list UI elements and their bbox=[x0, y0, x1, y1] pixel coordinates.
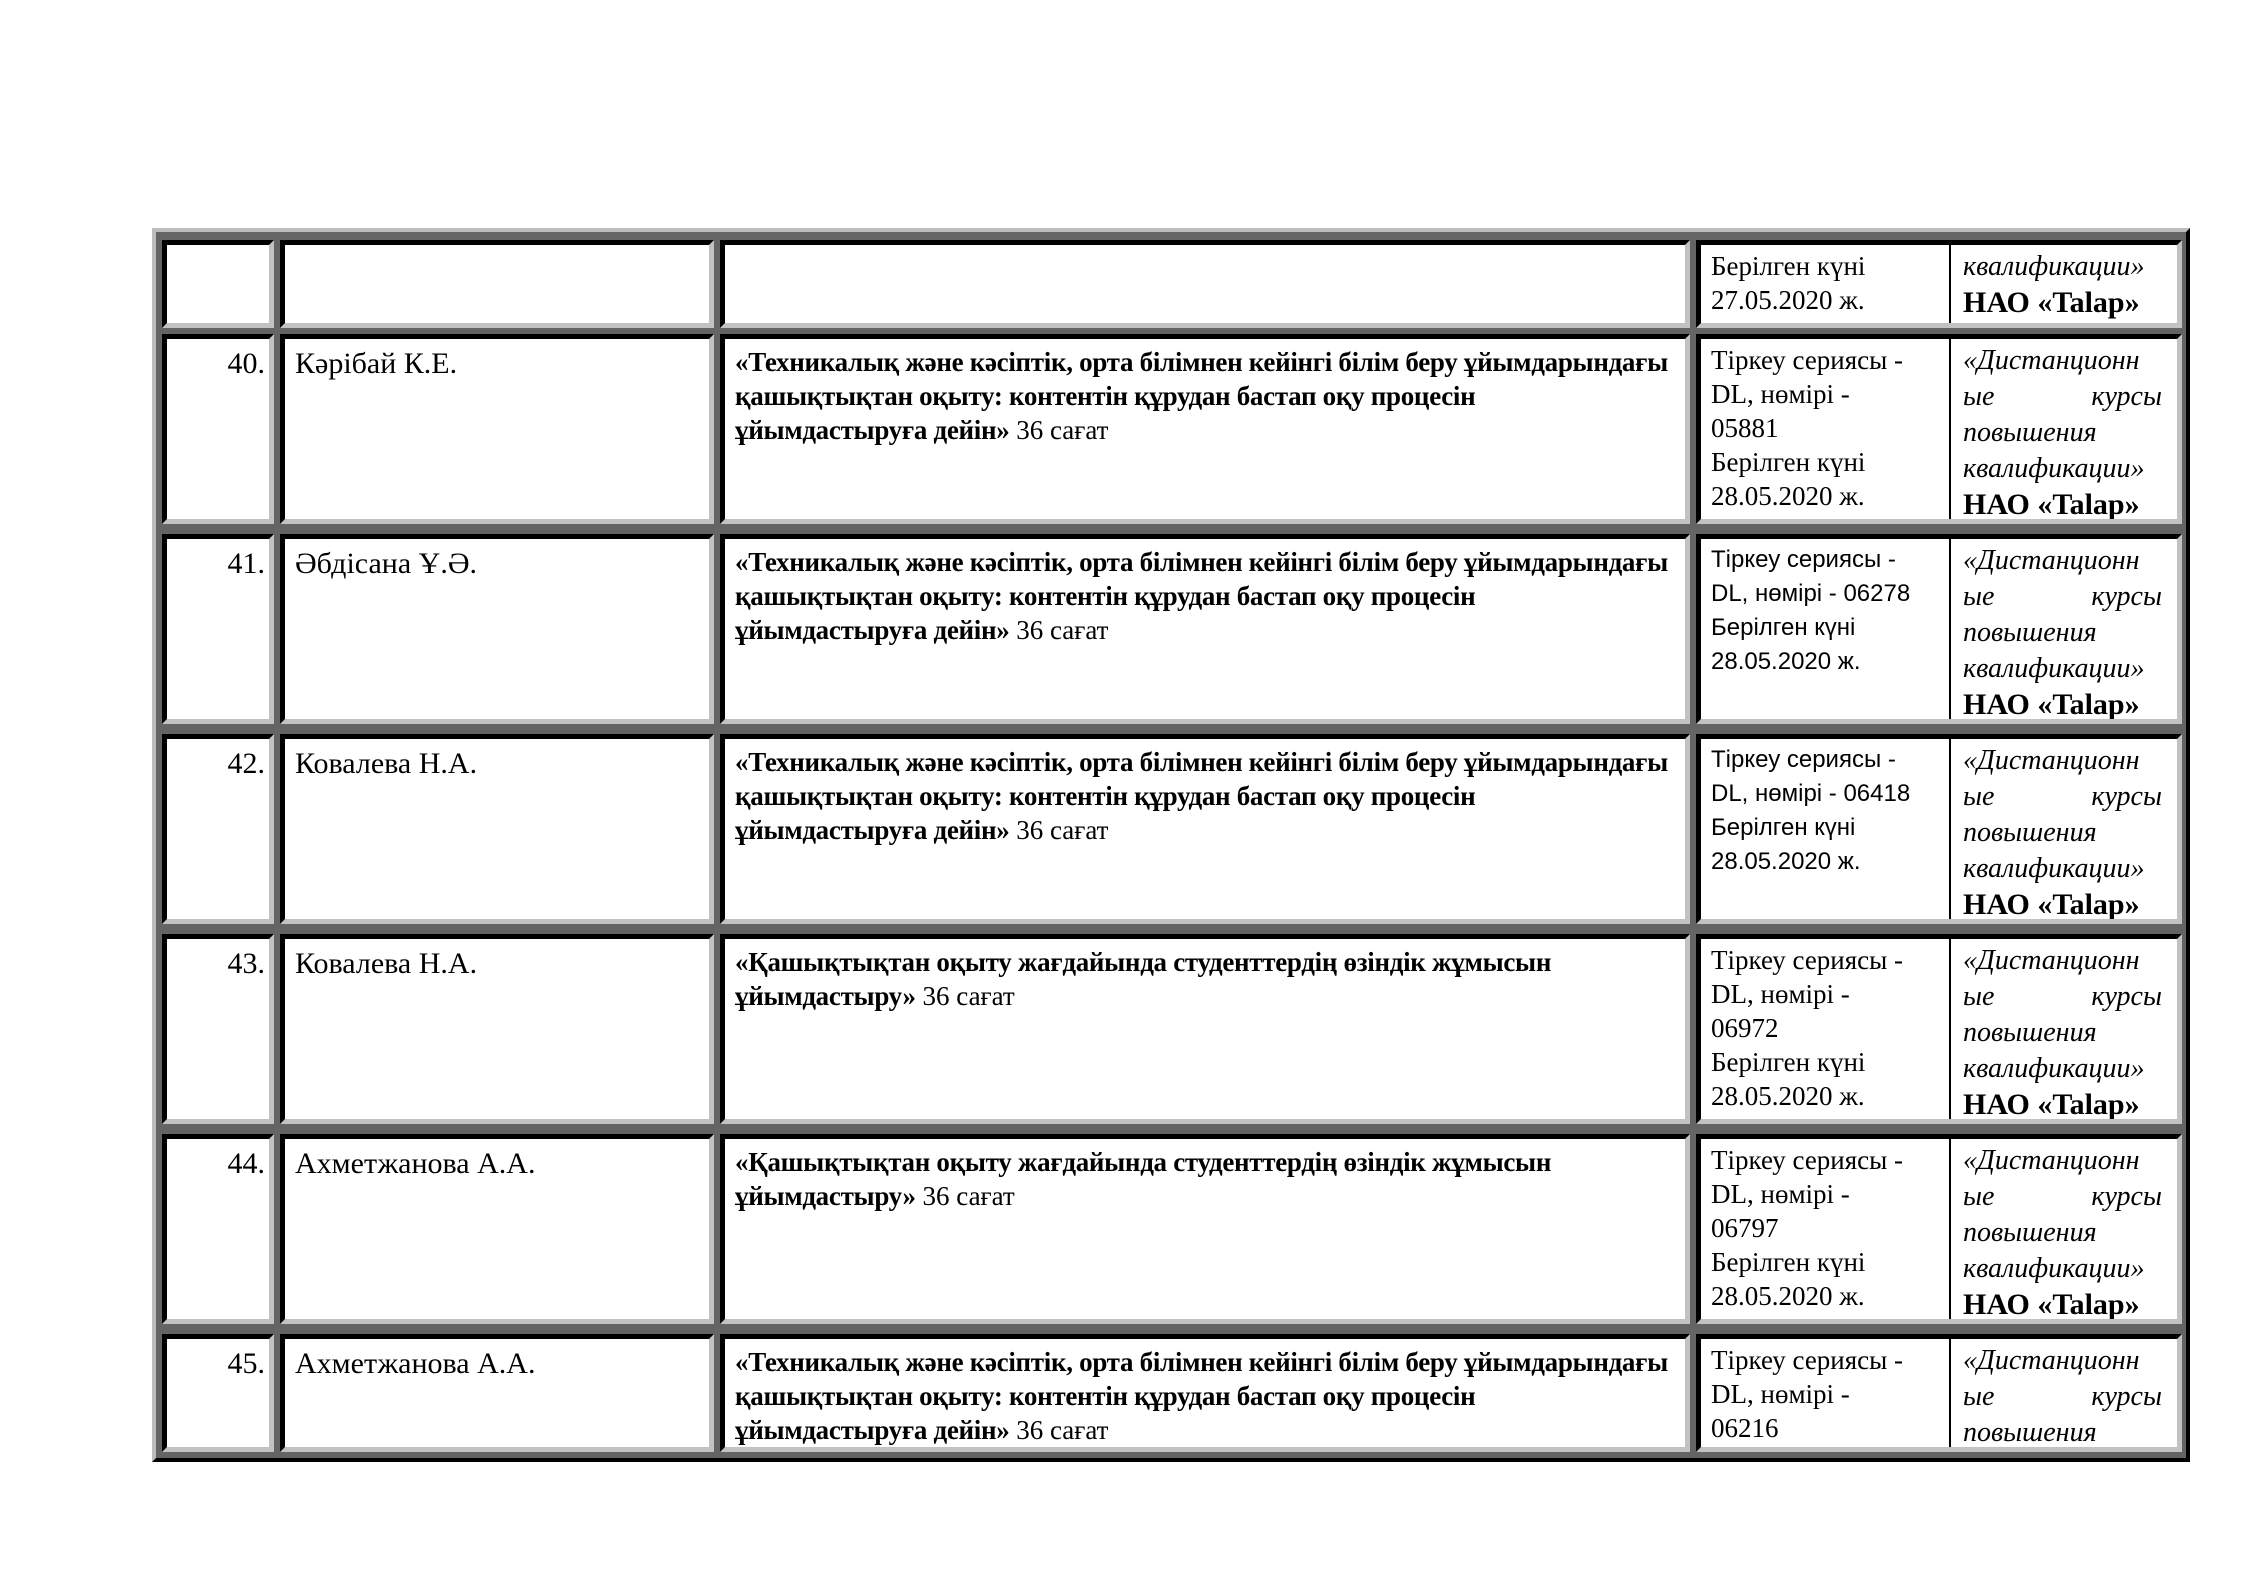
organization-name: НАО «Talap» bbox=[1963, 888, 2140, 921]
certificate-line: DL, нөмірі - bbox=[1711, 1179, 1850, 1209]
certificate-line: 28.05.2020 ж. bbox=[1711, 1281, 1865, 1311]
course-cell bbox=[720, 934, 1690, 1124]
organization-line: повышения bbox=[1963, 1017, 2097, 1048]
organization-line: квалификации» bbox=[1963, 653, 2145, 684]
row-number: 45. bbox=[162, 1334, 274, 1452]
organization-line: «Дистанционн bbox=[1963, 1345, 2140, 1376]
certificate-line: Тіркеу сериясы - bbox=[1711, 546, 1896, 573]
organization-name: НАО «Talap» bbox=[1963, 488, 2140, 521]
organization-line: «Дистанционн bbox=[1963, 745, 2140, 776]
course-cell bbox=[720, 1134, 1690, 1324]
organization-line: ые курсы bbox=[1963, 1381, 2162, 1412]
organization-line: «Дистанционн bbox=[1963, 545, 2140, 576]
certificate-line: 28.05.2020 ж. bbox=[1711, 481, 1865, 511]
organization-info bbox=[1951, 1139, 2177, 1319]
course-title: «Техникалық және кәсіптік, орта білімнен кейінгі білім беру ұйымдарындағы қашықтықтан оқыту: контентін құрудан бастап оқу процесін ұйымдастыруға дейін» bbox=[735, 347, 1668, 445]
course-cell bbox=[720, 734, 1690, 924]
organization-line: квалификации» bbox=[1963, 1253, 2145, 1284]
course-hours: 36 сағат bbox=[915, 981, 1015, 1011]
certificate-line: Берілген күні bbox=[1711, 1047, 1866, 1077]
course-title: «Техникалық және кәсіптік, орта білімнен кейінгі білім беру ұйымдарындағы қашықтықтан оқыту: контентін құрудан бастап оқу процесін ұйымдастыруға дейін» bbox=[735, 547, 1668, 645]
certificate-info bbox=[1701, 245, 1951, 323]
organization-line: повышения bbox=[1963, 817, 2097, 848]
organization-name: НАО «Talap» bbox=[1963, 286, 2140, 319]
course-title: «Қашықтықтан оқыту жағдайында студенттердің өзіндік жұмысын ұйымдастыру» bbox=[735, 1147, 1552, 1211]
teacher-name: Ковалева Н.А. bbox=[280, 734, 714, 924]
certificate-line: Тіркеу сериясы - bbox=[1711, 1145, 1904, 1175]
certificate-organization-cell bbox=[1696, 934, 2182, 1124]
certificate-line: 06216 bbox=[1711, 1413, 1779, 1443]
certificate-line: Тіркеу сериясы - bbox=[1711, 1345, 1904, 1375]
organization-info bbox=[1951, 939, 2177, 1119]
certificate-organization-cell bbox=[1696, 240, 2182, 328]
qualification-table bbox=[152, 228, 2190, 1462]
certificate-line: Берілген күні bbox=[1711, 447, 1866, 477]
certificate-info bbox=[1701, 539, 1951, 719]
organization-line: квалификации» bbox=[1963, 251, 2145, 282]
course-hours: 36 сағат bbox=[1009, 415, 1109, 445]
certificate-line: 06972 bbox=[1711, 1013, 1779, 1043]
organization-name: НАО «Talap» bbox=[1963, 1288, 2140, 1321]
row-number: 43. bbox=[162, 934, 274, 1124]
certificate-line: Тіркеу сериясы - bbox=[1711, 746, 1896, 773]
certificate-info bbox=[1701, 739, 1951, 919]
certificate-line: Берілген күні bbox=[1711, 1247, 1866, 1277]
certificate-info bbox=[1701, 339, 1951, 519]
course-cell bbox=[720, 1334, 1690, 1452]
organization-line: ые курсы bbox=[1963, 781, 2162, 812]
organization-line: «Дистанционн bbox=[1963, 945, 2140, 976]
organization-info bbox=[1951, 739, 2177, 919]
certificate-organization-cell bbox=[1696, 334, 2182, 524]
row-number: 42. bbox=[162, 734, 274, 924]
certificate-info bbox=[1701, 939, 1951, 1119]
organization-line: ые курсы bbox=[1963, 381, 2162, 412]
organization-line: ые курсы bbox=[1963, 981, 2162, 1012]
organization-info bbox=[1951, 539, 2177, 719]
teacher-name: Ахметжанова А.А. bbox=[280, 1334, 714, 1452]
organization-info bbox=[1951, 1339, 2177, 1447]
certificate-line: Тіркеу сериясы - bbox=[1711, 945, 1904, 975]
organization-line: повышения bbox=[1963, 1417, 2097, 1448]
course-hours: 36 сағат bbox=[915, 1181, 1015, 1211]
certificate-line: Тіркеу сериясы - bbox=[1711, 345, 1904, 375]
organization-line: квалификации» bbox=[1963, 1053, 2145, 1084]
teacher-name: Ахметжанова А.А. bbox=[280, 1134, 714, 1324]
certificate-line: DL, нөмірі - bbox=[1711, 979, 1850, 1009]
organization-line: ые курсы bbox=[1963, 581, 2162, 612]
certificate-line: 28.05.2020 ж. bbox=[1711, 848, 1861, 875]
teacher-name bbox=[280, 240, 714, 328]
course-title: «Техникалық және кәсіптік, орта білімнен кейінгі білім беру ұйымдарындағы қашықтықтан оқыту: контентін құрудан бастап оқу процесін ұйымдастыруға дейін» bbox=[735, 747, 1668, 845]
certificate-line: DL, нөмірі - bbox=[1711, 1379, 1850, 1409]
course-cell bbox=[720, 334, 1690, 524]
organization-line: повышения bbox=[1963, 417, 2097, 448]
row-number bbox=[162, 240, 274, 328]
organization-line: квалификации» bbox=[1963, 853, 2145, 884]
certificate-organization-cell bbox=[1696, 734, 2182, 924]
course-title: «Қашықтықтан оқыту жағдайында студенттердің өзіндік жұмысын ұйымдастыру» bbox=[735, 947, 1552, 1011]
teacher-name: Әбдісана Ұ.Ә. bbox=[280, 534, 714, 724]
course-title: «Техникалық және кәсіптік, орта білімнен кейінгі білім беру ұйымдарындағы қашықтықтан оқыту: контентін құрудан бастап оқу процесін ұйымдастыруға дейін» bbox=[735, 1347, 1668, 1445]
organization-name: НАО «Talap» bbox=[1963, 688, 2140, 721]
organization-line: «Дистанционн bbox=[1963, 1145, 2140, 1176]
organization-line: «Дистанционн bbox=[1963, 345, 2140, 376]
organization-info bbox=[1951, 339, 2177, 519]
certificate-line: 05881 bbox=[1711, 413, 1779, 443]
course-hours: 36 сағат bbox=[1009, 1415, 1109, 1445]
row-number: 41. bbox=[162, 534, 274, 724]
certificate-info bbox=[1701, 1139, 1951, 1319]
certificate-line: Берілген күні bbox=[1711, 614, 1856, 641]
teacher-name: Ковалева Н.А. bbox=[280, 934, 714, 1124]
certificate-line: DL, нөмірі - 06278 bbox=[1711, 580, 1911, 607]
certificate-organization-cell bbox=[1696, 534, 2182, 724]
course-hours: 36 сағат bbox=[1009, 615, 1109, 645]
certificate-organization-cell bbox=[1696, 1334, 2182, 1452]
certificate-line: DL, нөмірі - bbox=[1711, 379, 1850, 409]
organization-line: повышения bbox=[1963, 1217, 2097, 1248]
certificate-line: DL, нөмірі - 06418 bbox=[1711, 780, 1911, 807]
course-hours: 36 сағат bbox=[1009, 815, 1109, 845]
organization-line: повышения bbox=[1963, 617, 2097, 648]
certificate-line: Берілген күні bbox=[1711, 814, 1856, 841]
organization-line: ые курсы bbox=[1963, 1181, 2162, 1212]
organization-name: НАО «Talap» bbox=[1963, 1088, 2140, 1121]
certificate-line: 28.05.2020 ж. bbox=[1711, 1081, 1865, 1111]
row-number: 40. bbox=[162, 334, 274, 524]
course-cell bbox=[720, 240, 1690, 328]
course-cell bbox=[720, 534, 1690, 724]
certificate-line: 27.05.2020 ж. bbox=[1711, 285, 1865, 315]
organization-line: квалификации» bbox=[1963, 453, 2145, 484]
certificate-organization-cell bbox=[1696, 1134, 2182, 1324]
certificate-line: 28.05.2020 ж. bbox=[1711, 648, 1861, 675]
organization-info bbox=[1951, 245, 2177, 323]
certificate-line: 06797 bbox=[1711, 1213, 1779, 1243]
teacher-name: Кәрібай К.Е. bbox=[280, 334, 714, 524]
certificate-line: Берілген күні bbox=[1711, 251, 1866, 281]
row-number: 44. bbox=[162, 1134, 274, 1324]
certificate-info bbox=[1701, 1339, 1951, 1447]
